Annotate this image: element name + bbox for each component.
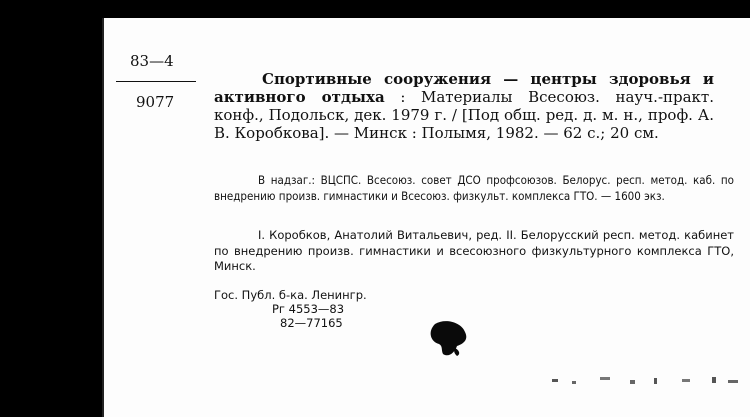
shelfmark-bottom: 9077 xyxy=(136,93,175,111)
scan-noise xyxy=(542,373,742,389)
ink-blot xyxy=(427,318,471,358)
library-stamp xyxy=(214,288,367,330)
catalog-card xyxy=(102,18,750,417)
entry-body: : Материалы Всесоюз. науч.-практ. конф., Подольск, дек. 1979 г. / [Под общ. ред. д. м. н., проф. А. В. Коробкова]. — Минск : Полымя, 1982. — 62 с.; 20 см. xyxy=(214,88,714,142)
library-register-number: Рг 4553—83 xyxy=(272,302,345,316)
library-card-number: 82—77165 xyxy=(280,316,343,330)
added-entries: I. Коробков, Анатолий Витальевич, ред. II. Белорусский респ. метод. кабинет по внедрению произв. гимнастики и всесоюзного физкультурного комплекса ГТО, Минск. xyxy=(214,228,734,273)
shelfmark-top: 83—4 xyxy=(130,52,174,70)
bibliographic-entry xyxy=(214,70,714,142)
entry-notes: В надзаг.: ВЦСПС. Всесоюз. совет ДСО профсоюзов. Белорус. респ. метод. каб. по внедрению произв. гимнастики и Всесоюз. физкульт. комплекса ГТО. — 1600 экз. xyxy=(214,173,734,203)
entry-title: Спортивные сооружения — центры здоровья и активного отдыха xyxy=(214,70,714,106)
card-edge xyxy=(102,18,104,417)
library-name: Гос. Публ. б-ка. Ленингр. xyxy=(214,288,367,302)
shelfmark-divider xyxy=(116,81,196,82)
